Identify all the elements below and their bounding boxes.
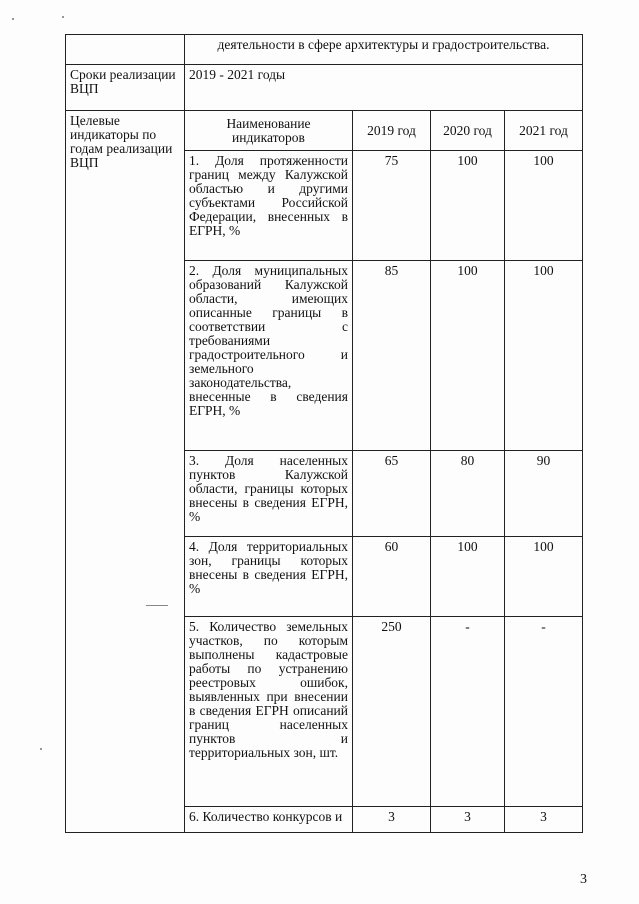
indicator-value-2021: 3 [505,807,583,833]
indicator-value-2019: 75 [353,151,431,261]
header-year-2020: 2020 год [431,111,505,151]
indicator-value-2021: 100 [505,537,583,617]
indicator-name: 5. Количество земельных участков, по которым выполнены кадастровые работы по устранению реестровых ошибок, выявленных при внесении в сведения ЕГРН описаний границ населенных пунктов и территориальных зон, шт. [185,617,353,807]
period-label: Сроки реализации ВЦП [66,65,185,111]
indicator-value-2021: - [505,617,583,807]
indicator-value-2021: 100 [505,261,583,451]
indicators-label: Целевые индикаторы по годам реализации ВЦП [66,111,185,833]
indicator-value-2020: 80 [431,451,505,537]
indicator-name: 4. Доля территориальных зон, границы которых внесены в сведения ЕГРН, % [185,537,353,617]
header-indicator-name: Наименование индикаторов [185,111,353,151]
indicator-value-2021: 100 [505,151,583,261]
indicator-value-2019: 85 [353,261,431,451]
header-year-2021: 2021 год [505,111,583,151]
vcp-passport-table [65,34,583,833]
indicator-value-2019: 60 [353,537,431,617]
header-year-2019: 2019 год [353,111,431,151]
continuation-text: деятельности в сфере архитектуры и градостроительства. [185,35,583,65]
indicator-value-2021: 90 [505,451,583,537]
indicator-value-2019: 65 [353,451,431,537]
table-row [66,65,583,111]
indicator-value-2019: 3 [353,807,431,833]
indicator-name: 2. Доля муниципальных образований Калужской области, имеющих описанные границы в соответствии с требованиями градостроительного и земельного законодательства, внесенные в сведения ЕГРН, % [185,261,353,451]
table-header-row [66,111,583,151]
indicator-name: 6. Количество конкурсов и [185,807,353,833]
table-row [66,35,583,65]
indicator-name: 3. Доля населенных пунктов Калужской области, границы которых внесены в сведения ЕГРН, % [185,451,353,537]
period-value: 2019 - 2021 годы [185,65,583,111]
indicator-value-2020: - [431,617,505,807]
scan-speck [62,16,64,18]
indicator-value-2019: 250 [353,617,431,807]
scan-speck [40,748,42,750]
indicator-value-2020: 3 [431,807,505,833]
indicator-name: 1. Доля протяженности границ между Калужской областью и другими субъектами Российской Федерации, внесенных в ЕГРН, % [185,151,353,261]
page-number: 3 [580,872,587,887]
empty-label-cell [66,35,185,65]
indicator-value-2020: 100 [431,261,505,451]
indicator-value-2020: 100 [431,151,505,261]
indicator-value-2020: 100 [431,537,505,617]
scan-speck [12,18,14,20]
